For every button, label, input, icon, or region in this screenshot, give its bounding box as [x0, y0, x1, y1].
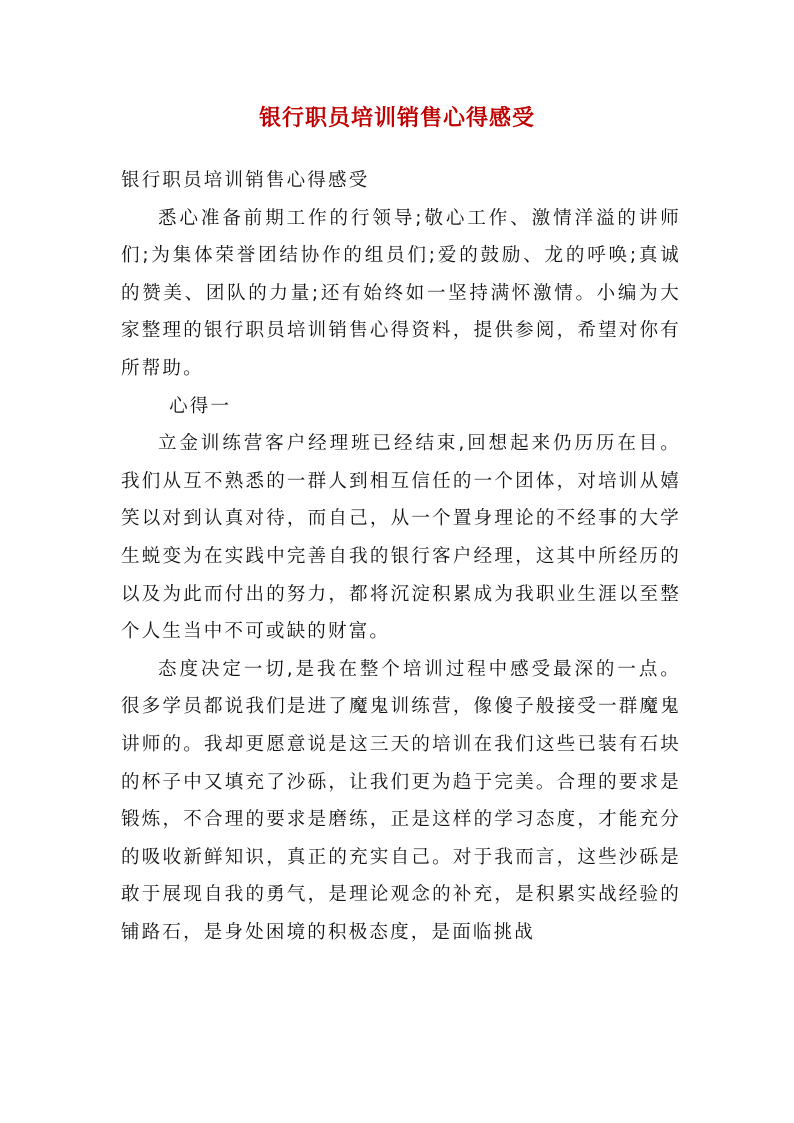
body-paragraph-1: 立金训练营客户经理班已经结束,回想起来仍历历在目。我们从互不熟悉的一群人到相互信任的一个团体，对培训从嬉笑以对到认真对待，而自己，从一个置身理论的不经事的大学生蜕变为在实践中完善自我的银行客户经理，这其中所经历的以及为此而付出的努力，都将沉淀积累成为我职业生涯以至整个人生当中不可或缺的财富。	[121, 433, 681, 643]
body-paragraph-2: 态度决定一切,是我在整个培训过程中感受最深的一点。很多学员都说我们是进了魔鬼训练营，像傻子般接受一群魔鬼讲师的。我却更愿意说是这三天的培训在我们这些已装有石块的杯子中又填充了沙砾，让我们更为趋于完美。合理的要求是锻炼，不合理的要求是磨练，正是这样的学习态度，才能充分的吸收新鲜知识，真正的充实自己。对于我而言，这些沙砾是敢于展现自我的勇气，是理论观念的补充，是积累实战经验的铺路石，是身处困境的积极态度，是面临挑战	[121, 658, 681, 943]
section-heading: 心得一	[169, 395, 232, 417]
document-subtitle: 银行职员培训销售心得感受	[121, 170, 370, 191]
document-title: 银行职员培训销售心得感受	[258, 105, 535, 131]
document-body	[121, 162, 681, 951]
intro-paragraph: 悉心准备前期工作的行领导;敬心工作、激情洋溢的讲师们;为集体荣誉团结协作的组员们;爱的鼓励、龙的呼唤;真诚的赞美、团队的力量;还有始终如一坚持满怀激情。小编为大家整理的银行职员培训销售心得资料，提供参阅，希望对你有所帮助。	[121, 207, 681, 379]
